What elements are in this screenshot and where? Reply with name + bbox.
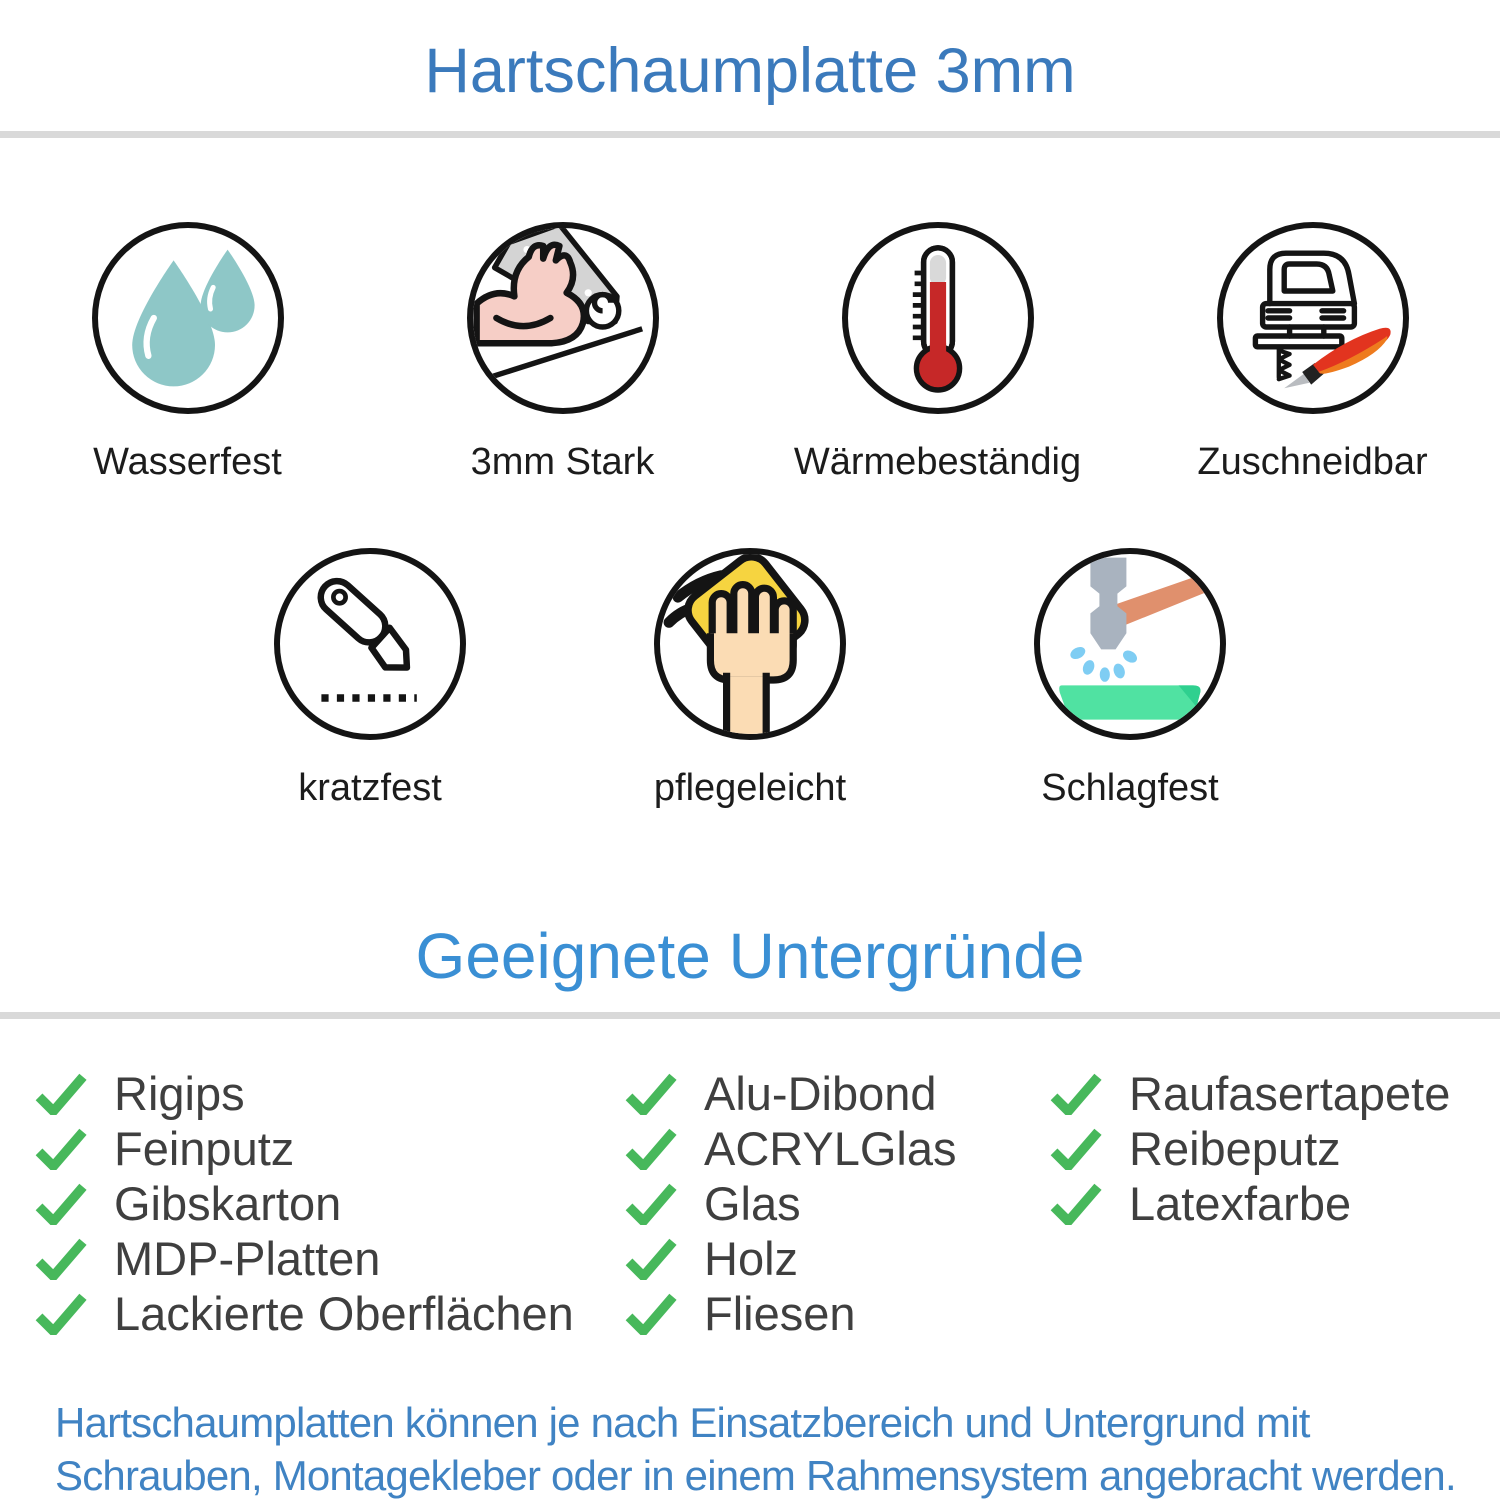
feature-label: Schlagfest	[1041, 767, 1219, 809]
surface-label: MDP-Platten	[114, 1232, 381, 1285]
check-icon	[1050, 1073, 1102, 1115]
check-icon	[1050, 1183, 1102, 1225]
check-icon	[35, 1073, 87, 1115]
list-item	[625, 1066, 957, 1121]
check-icon	[1050, 1128, 1102, 1170]
feature-label: kratzfest	[298, 767, 442, 809]
mounting-note-line2: Schrauben, Montagekleber oder in einem Rahmensystem angebracht werden.	[55, 1452, 1456, 1499]
divider-top	[0, 131, 1500, 138]
water-drops-icon	[98, 228, 278, 408]
divider-surfaces	[0, 1012, 1500, 1019]
mounting-note	[55, 1396, 1475, 1502]
surface-label: Raufasertapete	[1129, 1067, 1451, 1120]
utility-knife-icon	[280, 554, 460, 734]
surface-label: Fliesen	[704, 1287, 856, 1340]
list-item	[625, 1121, 957, 1176]
feature-row-2	[180, 548, 1320, 810]
list-item	[625, 1176, 957, 1231]
check-icon	[625, 1128, 677, 1170]
feature-label: Wasserfest	[93, 441, 282, 483]
check-icon	[35, 1293, 87, 1335]
list-item	[625, 1231, 957, 1286]
list-item	[1050, 1121, 1450, 1176]
check-icon	[35, 1238, 87, 1280]
feature-label: Zuschneidbar	[1197, 441, 1428, 483]
muscle-arm-icon	[473, 228, 653, 408]
hammer-impact-icon	[1040, 554, 1220, 734]
feature-kratzfest	[180, 548, 560, 810]
surfaces-column-1	[35, 1066, 574, 1341]
surface-label: Gibskarton	[114, 1177, 342, 1230]
check-icon	[625, 1183, 677, 1225]
surface-label: Holz	[704, 1232, 799, 1285]
list-item	[625, 1286, 957, 1341]
thermometer-icon	[848, 228, 1028, 408]
surface-label: ACRYLGlas	[704, 1122, 957, 1175]
check-icon	[625, 1293, 677, 1335]
surface-label: Lackierte Oberflächen	[114, 1287, 574, 1340]
list-item	[35, 1231, 574, 1286]
list-item	[35, 1286, 574, 1341]
feature-label: pflegeleicht	[653, 767, 847, 809]
feature-label: 3mm Stark	[470, 441, 655, 483]
mounting-note-line1: Hartschaumplatten können je nach Einsatzbereich und Untergrund mit	[55, 1399, 1310, 1446]
cleaning-cloth-hand-icon	[660, 554, 840, 734]
list-item	[35, 1176, 574, 1231]
check-icon	[625, 1073, 677, 1115]
surfaces-column-3	[1050, 1066, 1450, 1231]
check-icon	[35, 1183, 87, 1225]
surface-label: Alu-Dibond	[704, 1067, 937, 1120]
surfaces-column-2	[625, 1066, 957, 1341]
list-item	[35, 1066, 574, 1121]
surface-label: Feinputz	[114, 1122, 295, 1175]
list-item	[35, 1121, 574, 1176]
feature-waermebestaendig	[750, 222, 1125, 484]
section-title-surfaces: Geeignete Untergründe	[415, 920, 1085, 992]
surface-label: Latexfarbe	[1129, 1177, 1352, 1230]
feature-wasserfest	[0, 222, 375, 484]
feature-label: Wärmebeständig	[793, 441, 1082, 483]
feature-zuschneidbar	[1125, 222, 1500, 484]
list-item	[1050, 1066, 1450, 1121]
surface-label: Reibeputz	[1129, 1122, 1341, 1175]
check-icon	[35, 1128, 87, 1170]
list-item	[1050, 1176, 1450, 1231]
feature-pflegeleicht	[560, 548, 940, 810]
jigsaw-cutter-icon	[1223, 228, 1403, 408]
page-title: Hartschaumplatte 3mm	[424, 36, 1076, 106]
check-icon	[625, 1238, 677, 1280]
surface-label: Glas	[704, 1177, 801, 1230]
feature-row-1	[0, 222, 1500, 484]
surface-label: Rigips	[114, 1067, 245, 1120]
feature-schlagfest	[940, 548, 1320, 810]
feature-3mm-stark	[375, 222, 750, 484]
